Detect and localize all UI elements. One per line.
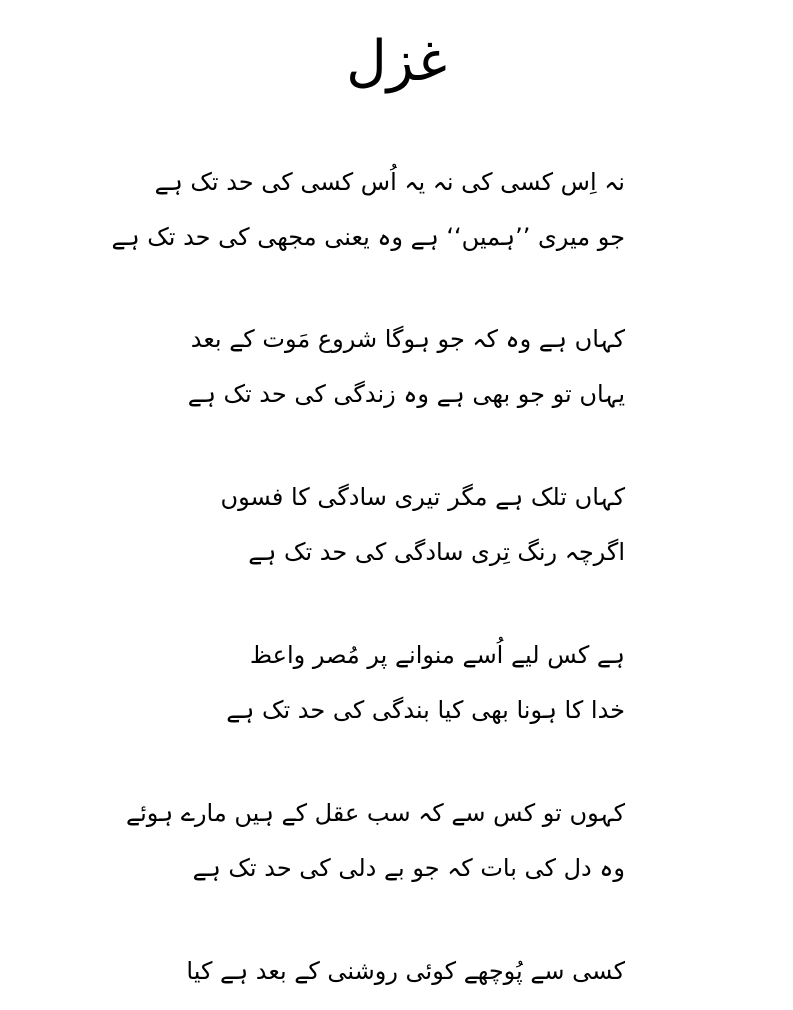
couplet-1 — [111, 166, 625, 253]
couplet-6 — [155, 955, 625, 987]
verse-line: اگرچہ رنگ تِری سادگی کی حد تک ہے — [248, 538, 625, 566]
verse-line: کہوں تو کس سے کہ سب عقل کے ہیں مارے ہوئے — [126, 799, 625, 827]
page-title: غزل — [346, 29, 447, 94]
verse-line: نہ اِس کسی کی نہ یہ اُس کسی کی حد تک ہے — [154, 168, 625, 196]
verse-line: کہاں تلک ہے مگر تیری سادگی کا فسوں — [220, 483, 625, 511]
verse-line: وہ دل کی بات کہ جو بے دلی کی حد تک ہے — [192, 854, 625, 882]
verse-line: کسی سے پُوچھے کوئی روشنی کے بعد ہے کیا — [186, 957, 625, 985]
couplet-4 — [155, 639, 625, 726]
verse-line: کہاں ہے وہ کہ جو ہوگا شروع مَوت کے بعد — [190, 325, 625, 353]
verse-line: خدا کا ہونا بھی کیا بندگی کی حد تک ہے — [226, 696, 625, 724]
couplet-5 — [126, 797, 625, 884]
couplet-3 — [155, 481, 625, 568]
verse-line: یہاں تو جو بھی ہے وہ زندگی کی حد تک ہے — [187, 380, 625, 408]
verse-line: ہے کس لیے اُسے منوانے پر مُصر واعظ — [249, 641, 625, 669]
verse-line: جو میری ’’ہمیں‘‘ ہے وہ یعنی مجھی کی حد تک ہے — [111, 223, 625, 251]
couplet-2 — [155, 323, 625, 410]
